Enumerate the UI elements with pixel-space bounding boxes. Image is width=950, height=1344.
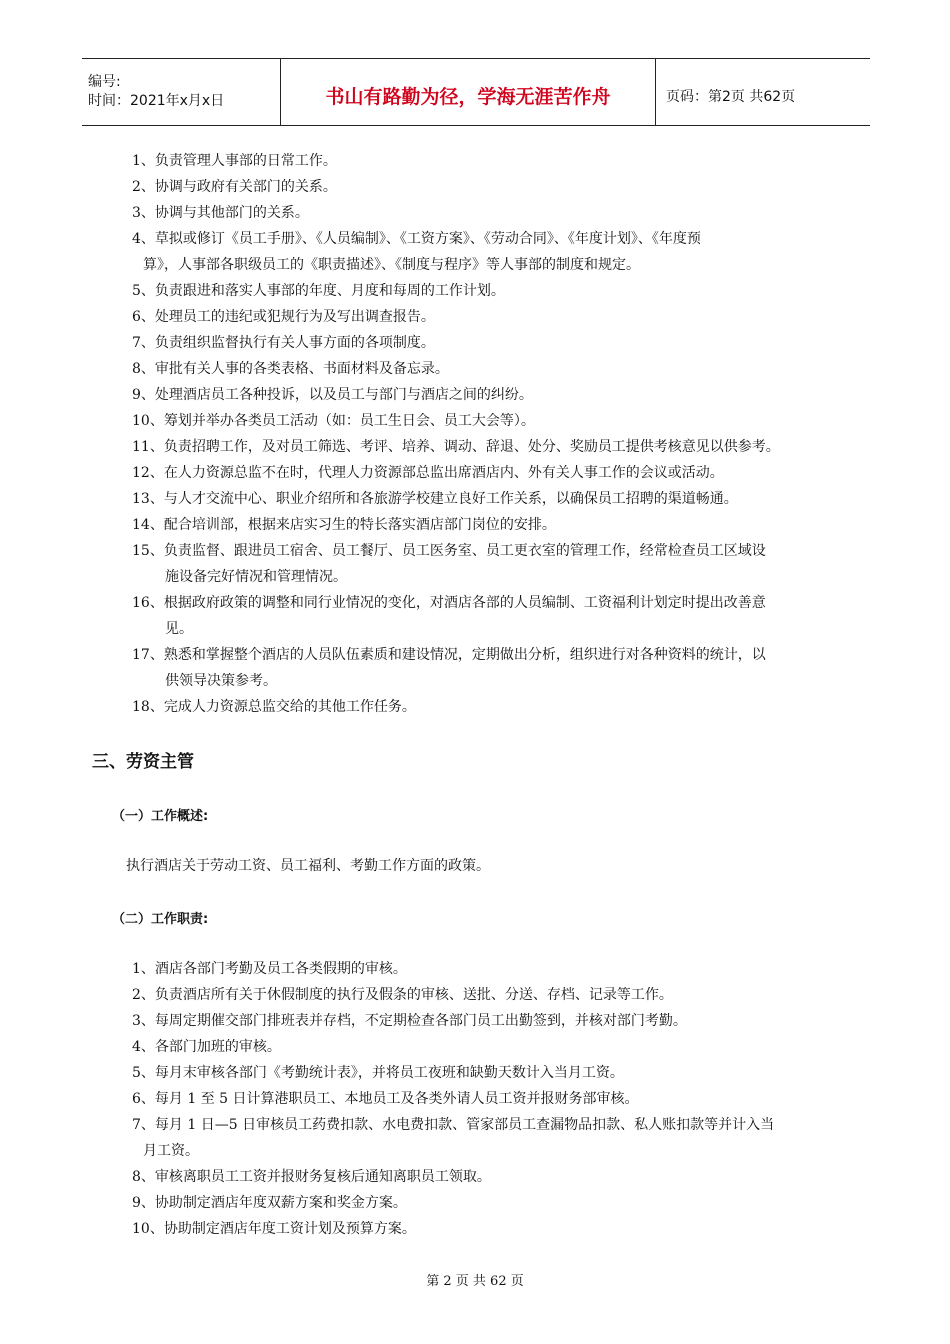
list-item-text: 10、筹划并举办各类员工活动（如：员工生日会、员工大会等）。 xyxy=(132,413,535,429)
list-item xyxy=(132,1008,774,1034)
subsection-overview-title: （一）工作概述: xyxy=(112,809,209,824)
list-item-text: 18、完成人力资源总监交给的其他工作任务。 xyxy=(132,699,416,715)
header-motto: 书山有路勤为径，学海无涯苦作舟 xyxy=(280,59,656,125)
page-footer: 第 2 页 共 62 页 xyxy=(426,1274,524,1289)
list-item-continuation: 供领导决策参考。 xyxy=(165,673,277,689)
list-item-continuation: 月工资。 xyxy=(143,1143,199,1159)
list-item-text: 2、协调与政府有关部门的关系。 xyxy=(132,179,337,195)
list-item-continuation: 算》，人事部各职级员工的《职责描述》、《制度与程序》等人事部的制度和规定。 xyxy=(143,257,640,273)
list-item xyxy=(132,174,780,200)
list-item xyxy=(132,1060,774,1086)
list-item-continuation: 施设备完好情况和管理情况。 xyxy=(165,569,347,585)
page-header xyxy=(82,58,870,126)
list-item xyxy=(132,304,780,330)
list-item-text: 2、负责酒店所有关于休假制度的执行及假条的审核、送批、分送、存档、记录等工作。 xyxy=(132,987,673,1003)
section-title: 三、劳资主管 xyxy=(92,752,194,772)
list-item-text: 4、各部门加班的审核。 xyxy=(132,1039,281,1055)
list-item xyxy=(132,434,780,460)
list-item-text: 9、处理酒店员工各种投诉，以及员工与部门与酒店之间的纠纷。 xyxy=(132,387,533,403)
list-item-text: 9、协助制定酒店年度双薪方案和奖金方案。 xyxy=(132,1195,407,1211)
list-item-text: 7、负责组织监督执行有关人事方面的各项制度。 xyxy=(132,335,435,351)
list-item xyxy=(132,330,780,356)
list-item xyxy=(132,408,780,434)
list-item-text: 12、在人力资源总监不在时，代理人力资源部总监出席酒店内、外有关人事工作的会议或活动。 xyxy=(132,465,724,481)
list-item-text: 10、协助制定酒店年度工资计划及预算方案。 xyxy=(132,1221,416,1237)
list-item xyxy=(132,1112,774,1164)
list-item-text: 4、草拟或修订《员工手册》、《人员编制》、《工资方案》、《劳动合同》、《年度计划》、《年度预 xyxy=(132,231,701,247)
list-item-text: 13、与人才交流中心、职业介绍所和各旅游学校建立良好工作关系，以确保员工招聘的渠道畅通。 xyxy=(132,491,738,507)
list-item xyxy=(132,1190,774,1216)
list-item xyxy=(132,1034,774,1060)
overview-paragraph: 执行酒店关于劳动工资、员工福利、考勤工作方面的政策。 xyxy=(126,858,490,874)
list-item xyxy=(132,1216,774,1242)
document-time: 时间：2021年x月x日 xyxy=(88,93,225,109)
header-meta xyxy=(82,59,280,125)
list-item xyxy=(132,694,780,720)
list-item xyxy=(132,486,780,512)
list-item xyxy=(132,148,780,174)
list-item xyxy=(132,982,774,1008)
list-item xyxy=(132,460,780,486)
list-item-continuation: 见。 xyxy=(165,621,193,637)
list-item xyxy=(132,278,780,304)
list-item-text: 15、负责监督、跟进员工宿舍、员工餐厅、员工医务室、员工更衣室的管理工作，经常检查员工区域设 xyxy=(132,543,766,559)
list-item-text: 8、审核离职员工工资并报财务复核后通知离职员工领取。 xyxy=(132,1169,491,1185)
list-item-text: 1、酒店各部门考勤及员工各类假期的审核。 xyxy=(132,961,407,977)
header-page-info: 页码：第2页 共62页 xyxy=(666,89,796,105)
list-item-text: 14、配合培训部，根据来店实习生的特长落实酒店部门岗位的安排。 xyxy=(132,517,556,533)
list-item xyxy=(132,226,780,278)
list-item-text: 6、处理员工的违纪或犯规行为及写出调查报告。 xyxy=(132,309,435,325)
list-item-text: 5、负责跟进和落实人事部的年度、月度和每周的工作计划。 xyxy=(132,283,505,299)
list-item xyxy=(132,356,780,382)
list-item xyxy=(132,512,780,538)
list-item xyxy=(132,956,774,982)
list-item xyxy=(132,642,780,694)
list-item-text: 5、每月末审核各部门《考勤统计表》，并将员工夜班和缺勤天数计入当月工资。 xyxy=(132,1065,624,1081)
hr-duties-list xyxy=(132,148,780,720)
list-item-text: 3、每周定期催交部门排班表并存档，不定期检查各部门员工出勤签到，并核对部门考勤。 xyxy=(132,1013,687,1029)
list-item-text: 3、协调与其他部门的关系。 xyxy=(132,205,309,221)
list-item-text: 1、负责管理人事部的日常工作。 xyxy=(132,153,337,169)
list-item-text: 6、每月 1 至 5 日计算港职员工、本地员工及各类外请人员工资并报财务部审核。 xyxy=(132,1091,639,1107)
list-item xyxy=(132,1086,774,1112)
list-item xyxy=(132,1164,774,1190)
document-number-label: 编号: xyxy=(88,74,121,90)
list-item-text: 16、根据政府政策的调整和同行业情况的变化，对酒店各部的人员编制、工资福利计划定时提出改善意 xyxy=(132,595,766,611)
list-item xyxy=(132,538,780,590)
list-item xyxy=(132,200,780,226)
list-item-text: 11、负责招聘工作，及对员工筛选、考评、培养、调动、辞退、处分、奖励员工提供考核意见以供参考。 xyxy=(132,439,780,455)
payroll-duties-list xyxy=(132,956,774,1242)
list-item xyxy=(132,382,780,408)
list-item xyxy=(132,590,780,642)
subsection-duties-title: （二）工作职责: xyxy=(112,912,209,927)
list-item-text: 8、审批有关人事的各类表格、书面材料及备忘录。 xyxy=(132,361,449,377)
list-item-text: 17、熟悉和掌握整个酒店的人员队伍素质和建设情况，定期做出分析，组织进行对各种资料的统计，以 xyxy=(132,647,766,663)
list-item-text: 7、每月 1 日—5 日审核员工药费扣款、水电费扣款、管家部员工查漏物品扣款、私人账扣款等并计入当 xyxy=(132,1117,775,1133)
